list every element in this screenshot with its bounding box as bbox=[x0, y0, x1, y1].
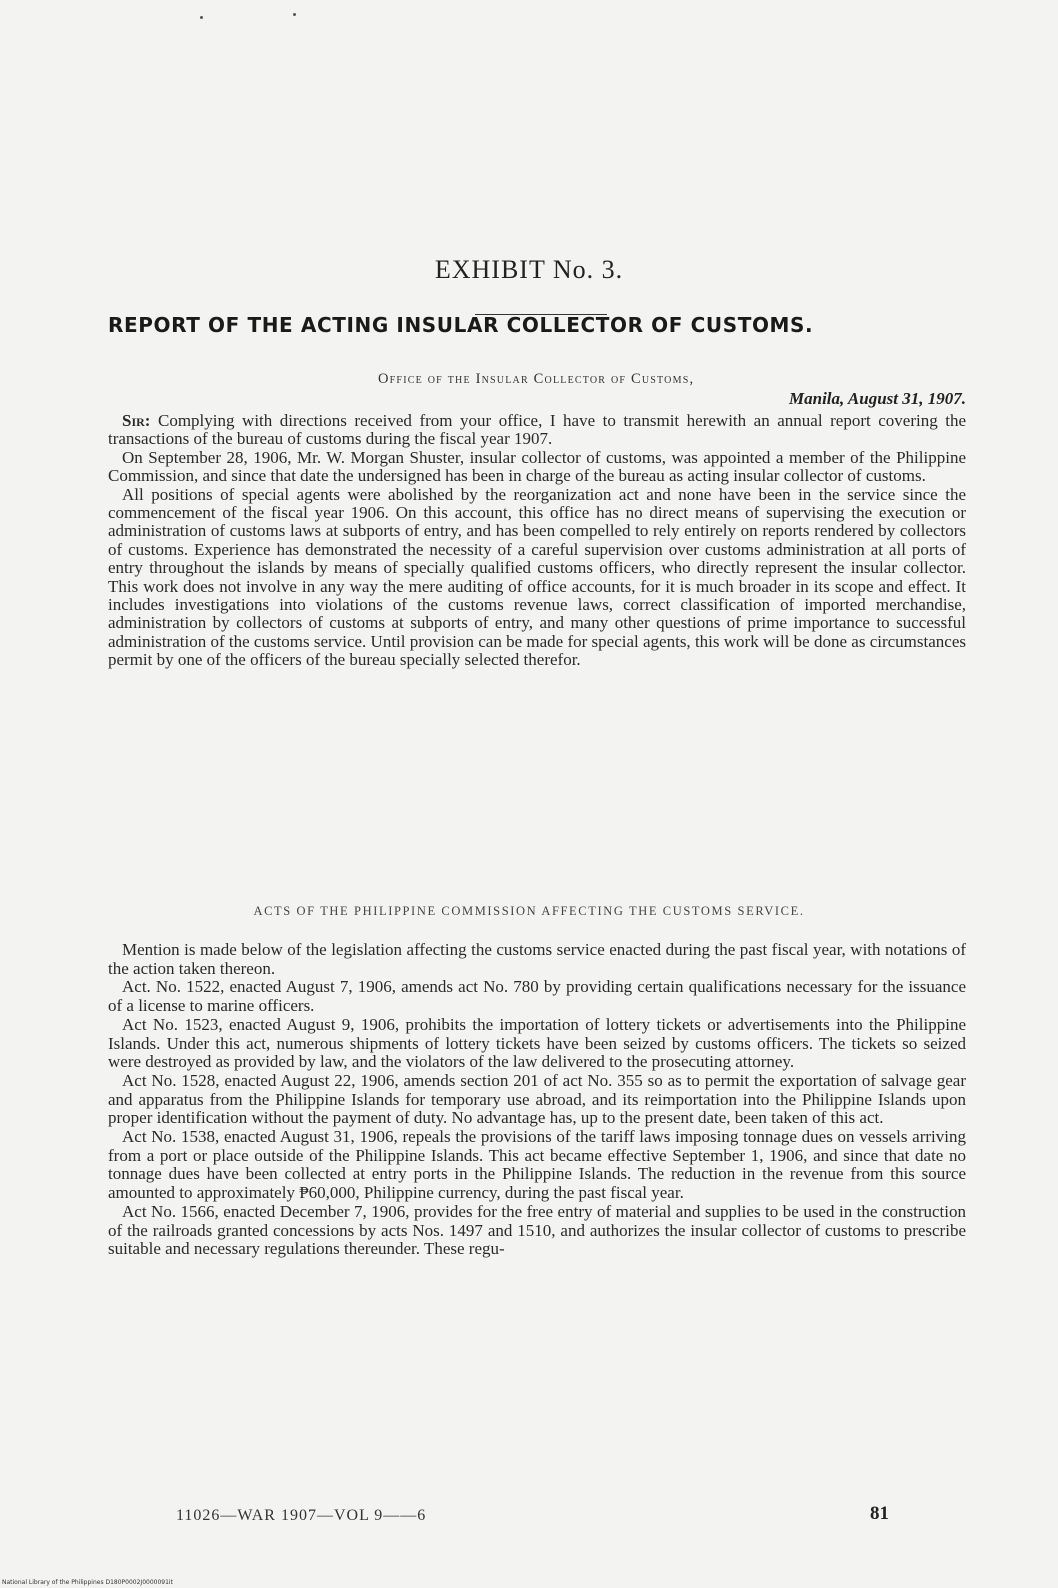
report-title: REPORT OF THE ACTING INSULAR COLLECTOR OF CUSTOMS. bbox=[108, 313, 814, 337]
salutation: Sir: bbox=[122, 411, 151, 430]
credit-line: National Library of the Philippines D180P0002J0000091it bbox=[2, 1579, 173, 1586]
paragraph: Act No. 1523, enacted August 9, 1906, prohibits the importation of lottery tickets or advertisements into the Philippine Islands. Under this act, numerous shipments of lottery tickets have been seized by customs officers. The tickets so seized were destroyed as provided by law, and the violators of the law delivered to the prosecuting attorney. bbox=[108, 1014, 966, 1072]
paragraph: Act No. 1528, enacted August 22, 1906, amends section 201 of act No. 355 so as to permit the exportation of salvage gear and apparatus from the Philippine Islands for temporary use abroad, and its reimportation into the Philippine Islands upon proper identification without the payment of duty. No advantage has, up to the present date, been taken of this act. bbox=[108, 1070, 966, 1128]
exhibit-heading: EXHIBIT No. 3. bbox=[434, 255, 624, 284]
office-line: Office of the Insular Collector of Customs, bbox=[378, 371, 695, 387]
paragraph: On September 28, 1906, Mr. W. Morgan Shuster, insular collector of customs, was appointed a member of the Philippine Commission, and since that date the undersigned has been in charge of the bureau as acting insular collector of customs. bbox=[108, 447, 966, 486]
page-number: 81 bbox=[870, 1503, 889, 1524]
paragraph bbox=[108, 412, 966, 449]
paragraph: Act No. 1538, enacted August 31, 1906, repeals the provisions of the tariff laws imposing tonnage dues on vessels arriving from a port or place outside of the Philippine Islands. This act became effective September 1, 1906, and since that date no tonnage dues have been collected at entry ports in the Philippine Islands. The reduction in the revenue from this source amounted to approximately ₱60,000, Philippine currency, during the past fiscal year. bbox=[108, 1127, 966, 1203]
date-line: Manila, August 31, 1907. bbox=[789, 389, 966, 408]
section-heading: ACTS OF THE PHILIPPINE COMMISSION AFFECTING THE CUSTOMS SERVICE. bbox=[253, 904, 805, 918]
paragraph: Act No. 1566, enacted December 7, 1906, provides for the free entry of material and supplies to be used in the construction of the railroads granted concessions by acts Nos. 1497 and 1510, and authorizes the insular collector of customs to prescribe suitable and necessary regulations thereunder. These regu- bbox=[108, 1201, 966, 1259]
section-body bbox=[108, 941, 966, 1259]
signature-line: 11026—WAR 1907—VOL 9——6 bbox=[176, 1507, 427, 1524]
scan-speck bbox=[293, 13, 296, 16]
report-body bbox=[108, 412, 966, 670]
scan-speck bbox=[200, 16, 203, 19]
paragraph: All positions of special agents were abolished by the reorganization act and none have been in the service since the commencement of the fiscal year 1906. On this account, this office has no direct means of supervising the execution or administration of customs laws at subports of entry, and has been compelled to rely entirely on reports rendered by collectors of customs. Experience has demonstrated the necessity of a careful supervision over customs administration at all ports of entry throughout the islands by means of specially qualified customs officers, who directly represent the insular collector. This work does not involve in any way the mere auditing of office accounts, for it is much broader in its scope and effect. It includes investigations into violations of the customs revenue laws, correct classification of imported merchandise, administration by collectors of customs at subports of entry, and many other questions of prime importance to successful administration of the customs service. Until provision can be made for special agents, this work will be done as circumstances permit by one of the officers of the bureau specially selected therefor. bbox=[108, 484, 966, 670]
paragraph-text: Complying with directions received from your office, I have to transmit herewith an annual report covering the transactions of the bureau of customs during the fiscal year 1907. bbox=[108, 411, 967, 449]
paragraph: Act. No. 1522, enacted August 7, 1906, amends act No. 780 by providing certain qualifications necessary for the issuance of a license to marine officers. bbox=[108, 977, 966, 1016]
paragraph: Mention is made below of the legislation affecting the customs service enacted during the past fiscal year, with notations of the action taken thereon. bbox=[108, 940, 966, 978]
